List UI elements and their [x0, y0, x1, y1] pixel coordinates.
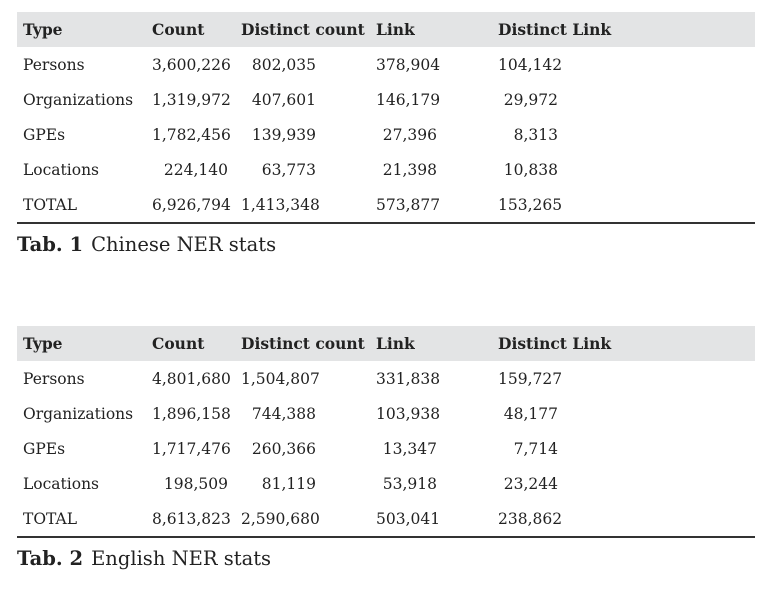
cell-type: Persons: [23, 369, 85, 388]
cell-distinct-count: 2,590,680: [241, 509, 320, 528]
cell-count: 4,801,680: [152, 369, 231, 388]
cell-type: GPEs: [23, 125, 66, 144]
cell-distinct-link: 48,177: [503, 404, 558, 423]
cell-type: TOTAL: [17, 501, 152, 537]
cell-distinct-count: 139,939: [251, 125, 316, 144]
table-caption-2: [17, 547, 755, 570]
ner-stats-table-1: [17, 12, 755, 224]
table-row: [17, 47, 755, 82]
cell-link: 503,041: [376, 509, 441, 528]
cell-distinct-link: 10,838: [503, 160, 558, 179]
table-total-row: [17, 501, 755, 537]
table-block-1: [17, 12, 755, 256]
cell-distinct-link: 29,972: [503, 90, 558, 109]
table-header-row: [17, 12, 755, 47]
cell-count: 1,782,456: [152, 125, 231, 144]
cell-link: 13,347: [382, 439, 437, 458]
header-distinct-count: Distinct count: [241, 334, 365, 353]
cell-type: GPEs: [23, 439, 66, 458]
table-header-row: [17, 326, 755, 361]
cell-link: 378,904: [376, 55, 441, 74]
table-total-row: [17, 187, 755, 223]
header-type: Type: [23, 334, 63, 353]
cell-link: 27,396: [382, 125, 437, 144]
cell-distinct-count: 744,388: [251, 404, 316, 423]
cell-count: 1,896,158: [152, 404, 231, 423]
caption-text: English NER stats: [91, 547, 272, 570]
cell-link: 21,398: [382, 160, 437, 179]
cell-count: 198,509: [163, 474, 228, 493]
cell-type: Locations: [23, 474, 100, 493]
table-row: [17, 152, 755, 187]
cell-distinct-link: 153,265: [498, 195, 563, 214]
caption-text: Chinese NER stats: [91, 233, 277, 256]
cell-link: 331,838: [376, 369, 441, 388]
header-distinct-link: Distinct Link: [498, 20, 612, 39]
cell-count: 1,319,972: [152, 90, 231, 109]
table-row: [17, 361, 755, 396]
header-count: Count: [152, 20, 205, 39]
cell-distinct-link: 104,142: [498, 55, 563, 74]
caption-label: Tab. 2: [17, 547, 84, 570]
caption-label: Tab. 1: [17, 233, 84, 256]
cell-link: 103,938: [376, 404, 441, 423]
header-link: Link: [376, 334, 415, 353]
cell-distinct-count: 81,119: [261, 474, 316, 493]
cell-distinct-link: 238,862: [498, 509, 563, 528]
cell-count: 224,140: [163, 160, 228, 179]
cell-distinct-count: 1,504,807: [241, 369, 320, 388]
header-type: Type: [23, 20, 63, 39]
table-row: [17, 431, 755, 466]
cell-count: 8,613,823: [152, 509, 231, 528]
cell-count: 6,926,794: [152, 195, 231, 214]
cell-distinct-link: 23,244: [503, 474, 558, 493]
table-row: [17, 396, 755, 431]
table-caption-1: [17, 233, 755, 256]
cell-count: 3,600,226: [152, 55, 231, 74]
cell-distinct-count: 407,601: [251, 90, 316, 109]
cell-link: 53,918: [382, 474, 437, 493]
cell-link: 573,877: [376, 195, 441, 214]
header-distinct-count: Distinct count: [241, 20, 365, 39]
table-row: [17, 117, 755, 152]
cell-distinct-link: 7,714: [513, 439, 558, 458]
header-count: Count: [152, 334, 205, 353]
cell-distinct-count: 802,035: [251, 55, 316, 74]
cell-type: Organizations: [23, 404, 134, 423]
cell-type: Organizations: [23, 90, 134, 109]
cell-count: 1,717,476: [152, 439, 231, 458]
table-row: [17, 82, 755, 117]
cell-distinct-count: 1,413,348: [241, 195, 320, 214]
cell-type: Persons: [23, 55, 85, 74]
table-block-2: [17, 326, 755, 570]
cell-distinct-count: 63,773: [261, 160, 316, 179]
cell-link: 146,179: [376, 90, 441, 109]
header-distinct-link: Distinct Link: [498, 334, 612, 353]
cell-type: Locations: [23, 160, 100, 179]
cell-distinct-link: 8,313: [513, 125, 558, 144]
header-link: Link: [376, 20, 415, 39]
cell-distinct-link: 159,727: [498, 369, 563, 388]
ner-stats-table-2: [17, 326, 755, 538]
table-row: [17, 466, 755, 501]
cell-distinct-count: 260,366: [251, 439, 316, 458]
cell-type: TOTAL: [17, 187, 152, 223]
